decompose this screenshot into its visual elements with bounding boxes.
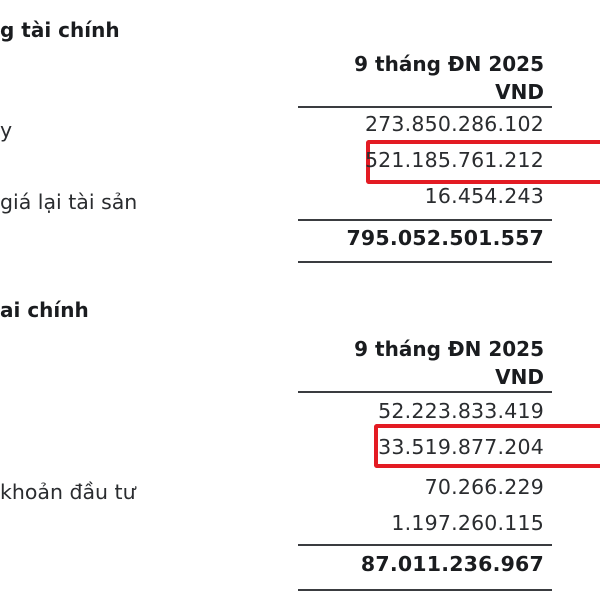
section1-total-rule <box>298 261 552 263</box>
section2-row3-label: khoản đầu tư <box>0 480 136 504</box>
section2-total-rule <box>298 589 552 591</box>
section2-total-value: 87.011.236.967 <box>360 552 544 576</box>
section1-heading: g tài chính <box>0 18 120 42</box>
section1-row3-label: giá lại tài sản <box>0 190 138 214</box>
section1-total-value: 795.052.501.557 <box>346 226 544 250</box>
section1-header-rule <box>298 106 552 108</box>
section1-unit-header: VND <box>495 80 544 104</box>
section1-row2-value: 521.185.761.212 <box>364 148 544 172</box>
section2-row2-value: 33.519.877.204 <box>378 435 544 459</box>
section1-period-header: 9 tháng ĐN 2025 <box>354 52 544 76</box>
section2-subtotal-rule <box>298 544 552 546</box>
section1-row1-value: 273.850.286.102 <box>364 112 544 136</box>
section1-row3-value: 16.454.243 <box>424 184 544 208</box>
section1-row1-label: y <box>0 118 13 142</box>
section2-row3-value: 70.266.229 <box>424 475 544 499</box>
section2-row1-value: 52.223.833.419 <box>378 399 544 423</box>
section2-period-header: 9 tháng ĐN 2025 <box>354 337 544 361</box>
section2-header-rule <box>298 391 552 393</box>
section2-heading: ai chính <box>0 298 89 322</box>
section2-unit-header: VND <box>495 365 544 389</box>
section2-row4-value: 1.197.260.115 <box>391 511 544 535</box>
section1-subtotal-rule <box>298 219 552 221</box>
